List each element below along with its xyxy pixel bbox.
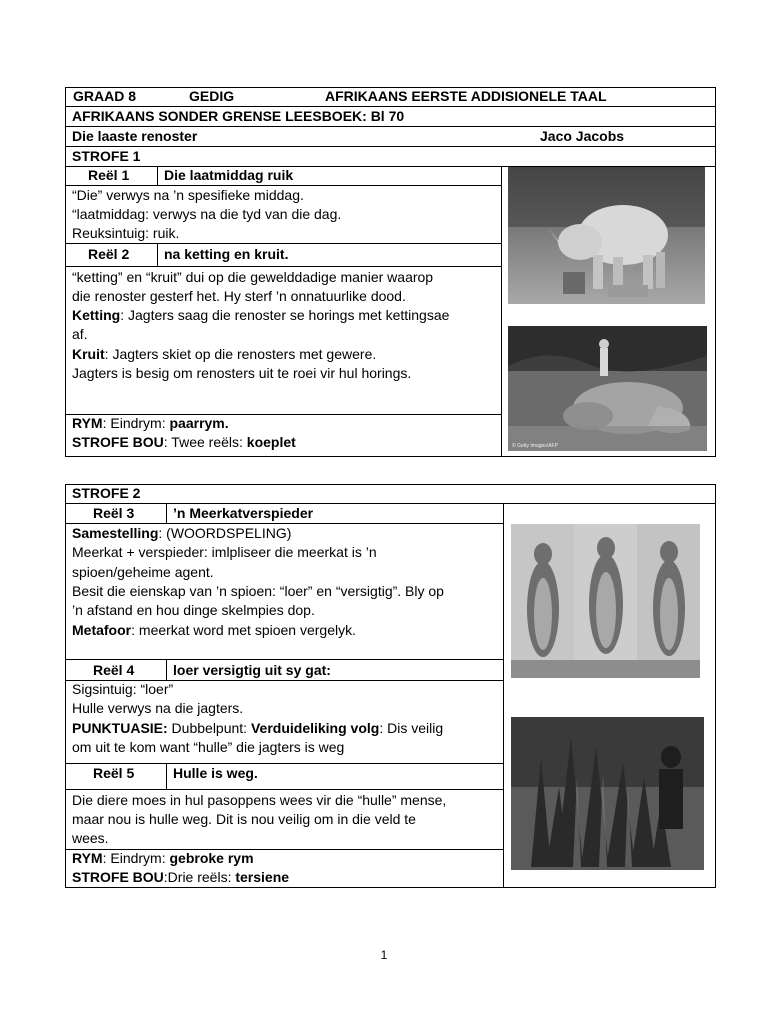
line3-note-3: Besit die eienskap van ’n spioen: “loer” en “versigtig”. Bly op [72,583,444,599]
line4-note-1: Sigsintuig: “loer” [72,681,174,697]
structure-term: STROFE BOU [72,869,164,885]
kruit-note [72,345,376,364]
stanza2-title-row [65,484,716,504]
line3-note-2: spioen/geheime agent. [72,564,214,580]
stanza1-rhyme [72,414,229,433]
line1-text: Die laatmiddag ruik [164,167,294,183]
line2-label: Reël 2 [88,246,130,262]
line5-note-2: maar nou is hulle weg. Dit is nou veilig om in die veld te [72,811,416,827]
line4-text: loer versigtig uit sy gat: [173,662,331,678]
stanza2-title: STROFE 2 [72,485,141,501]
line5-label: Reël 5 [93,765,135,781]
kruit-text: : Jagters skiet op die renosters met gewere. [104,346,377,362]
grade-label: GRAAD 8 [73,88,137,104]
line5-note-3: wees. [72,830,109,846]
stanza2-rhyme [72,849,254,868]
compound-rest: : (WOORDSPELING) [158,525,292,541]
line2-text: na ketting en kruit. [164,246,289,262]
line2-note-1: “ketting” en “kruit” dui op die gewelddadige manier waarop [72,269,434,285]
line1-note-3: Reuksintuig: ruik. [72,225,180,241]
line5-text: Hulle is weg. [173,765,258,781]
structure-value: koeplet [246,434,296,450]
line1-divider [157,166,158,186]
structure-value: tersiene [235,869,290,885]
rhyme-prefix: : Eindrym: [102,850,170,866]
stanza1-title: STROFE 1 [72,148,141,164]
rhyme-prefix: : Eindrym: [102,415,170,431]
stanza1-title-row [65,147,716,167]
ketting-note [72,306,449,325]
line3-note-1: Meerkat + verspieder: imlpliseer die meerkat is ’n [72,544,377,560]
structure-prefix: :Drie reëls: [163,869,236,885]
line2-divider [157,243,158,267]
punctuation-term: PUNKTUASIE: [72,720,168,736]
compound-term: Samestelling [72,525,159,541]
header-row-1 [65,87,716,107]
book-reference: AFRIKAANS SONDER GRENSE LEESBOEK: Bl 70 [72,108,405,124]
line5-note-1: Die diere moes in hul pasoppens wees vir die “hulle” mense, [72,792,447,808]
rhyme-value: gebroke rym [169,850,254,866]
punctuation-note-2: om uit te kom want “hulle” die jagters is weg [72,739,345,755]
line2-note-2: die renoster gesterf het. Hy sterf ’n onnatuurlike dood. [72,288,406,304]
punctuation-mid: Dubbelpunt: [167,720,251,736]
structure-prefix: : Twee reëls: [163,434,247,450]
rhyme-term: RYM [72,850,103,866]
line3-divider [166,503,167,524]
poem-row [65,127,716,147]
kruit-term: Kruit [72,346,105,362]
line1-label: Reël 1 [88,167,130,183]
rhino-photo [508,167,705,304]
line4-label: Reël 4 [93,662,135,678]
rhyme-term: RYM [72,415,103,431]
genre-label: GEDIG [189,88,235,104]
poem-author: Jaco Jacobs [540,128,625,144]
poem-title: Die laaste renoster [72,128,198,144]
line3-text: ’n Meerkatverspieder [173,505,314,521]
punctuation-rest: : Dis veilig [379,720,444,736]
ketting-text: : Jagters saag die renoster se horings met kettingsae [120,307,450,323]
stanza2-column-divider [503,503,504,888]
stanza1-structure [72,433,296,452]
ketting-term: Ketting [72,307,121,323]
metaphor-term: Metafoor [72,622,132,638]
metaphor-text: : meerkat word met spioen vergelyk. [131,622,356,638]
page-number: 1 [380,948,388,962]
rhyme-value: paarrym. [169,415,229,431]
line2-note-last: Jagters is besig om renosters uit te roei vir hul horings. [72,365,412,381]
punctuation-note [72,719,443,738]
compound-note [72,524,291,543]
line4-note-2: Hulle verwys na die jagters. [72,700,244,716]
rhino-horns-photo [511,717,704,870]
metaphor-note [72,621,356,640]
subject-label: AFRIKAANS EERSTE ADDISIONELE TAAL [325,88,607,104]
stanza2-structure [72,868,289,887]
book-row [65,107,716,127]
line1-note-1: “Die” verwys na ’n spesifieke middag. [72,187,304,203]
punctuation-bold: Verduideliking volg [250,720,380,736]
line1-note-2: “laatmiddag: verwys na die tyd van die dag. [72,206,342,222]
meerkat-photo [511,524,700,678]
line4-divider [166,659,167,681]
dead-rhino-photo [508,326,707,451]
structure-term: STROFE BOU [72,434,164,450]
line3-note-4: ’n afstand en hou dinge skelmpies dop. [72,602,315,618]
line3-label: Reël 3 [93,505,135,521]
photo-caption: © Getty Images/AFP [512,443,558,449]
ketting-note-2: af. [72,326,88,342]
line5-divider [166,763,167,790]
